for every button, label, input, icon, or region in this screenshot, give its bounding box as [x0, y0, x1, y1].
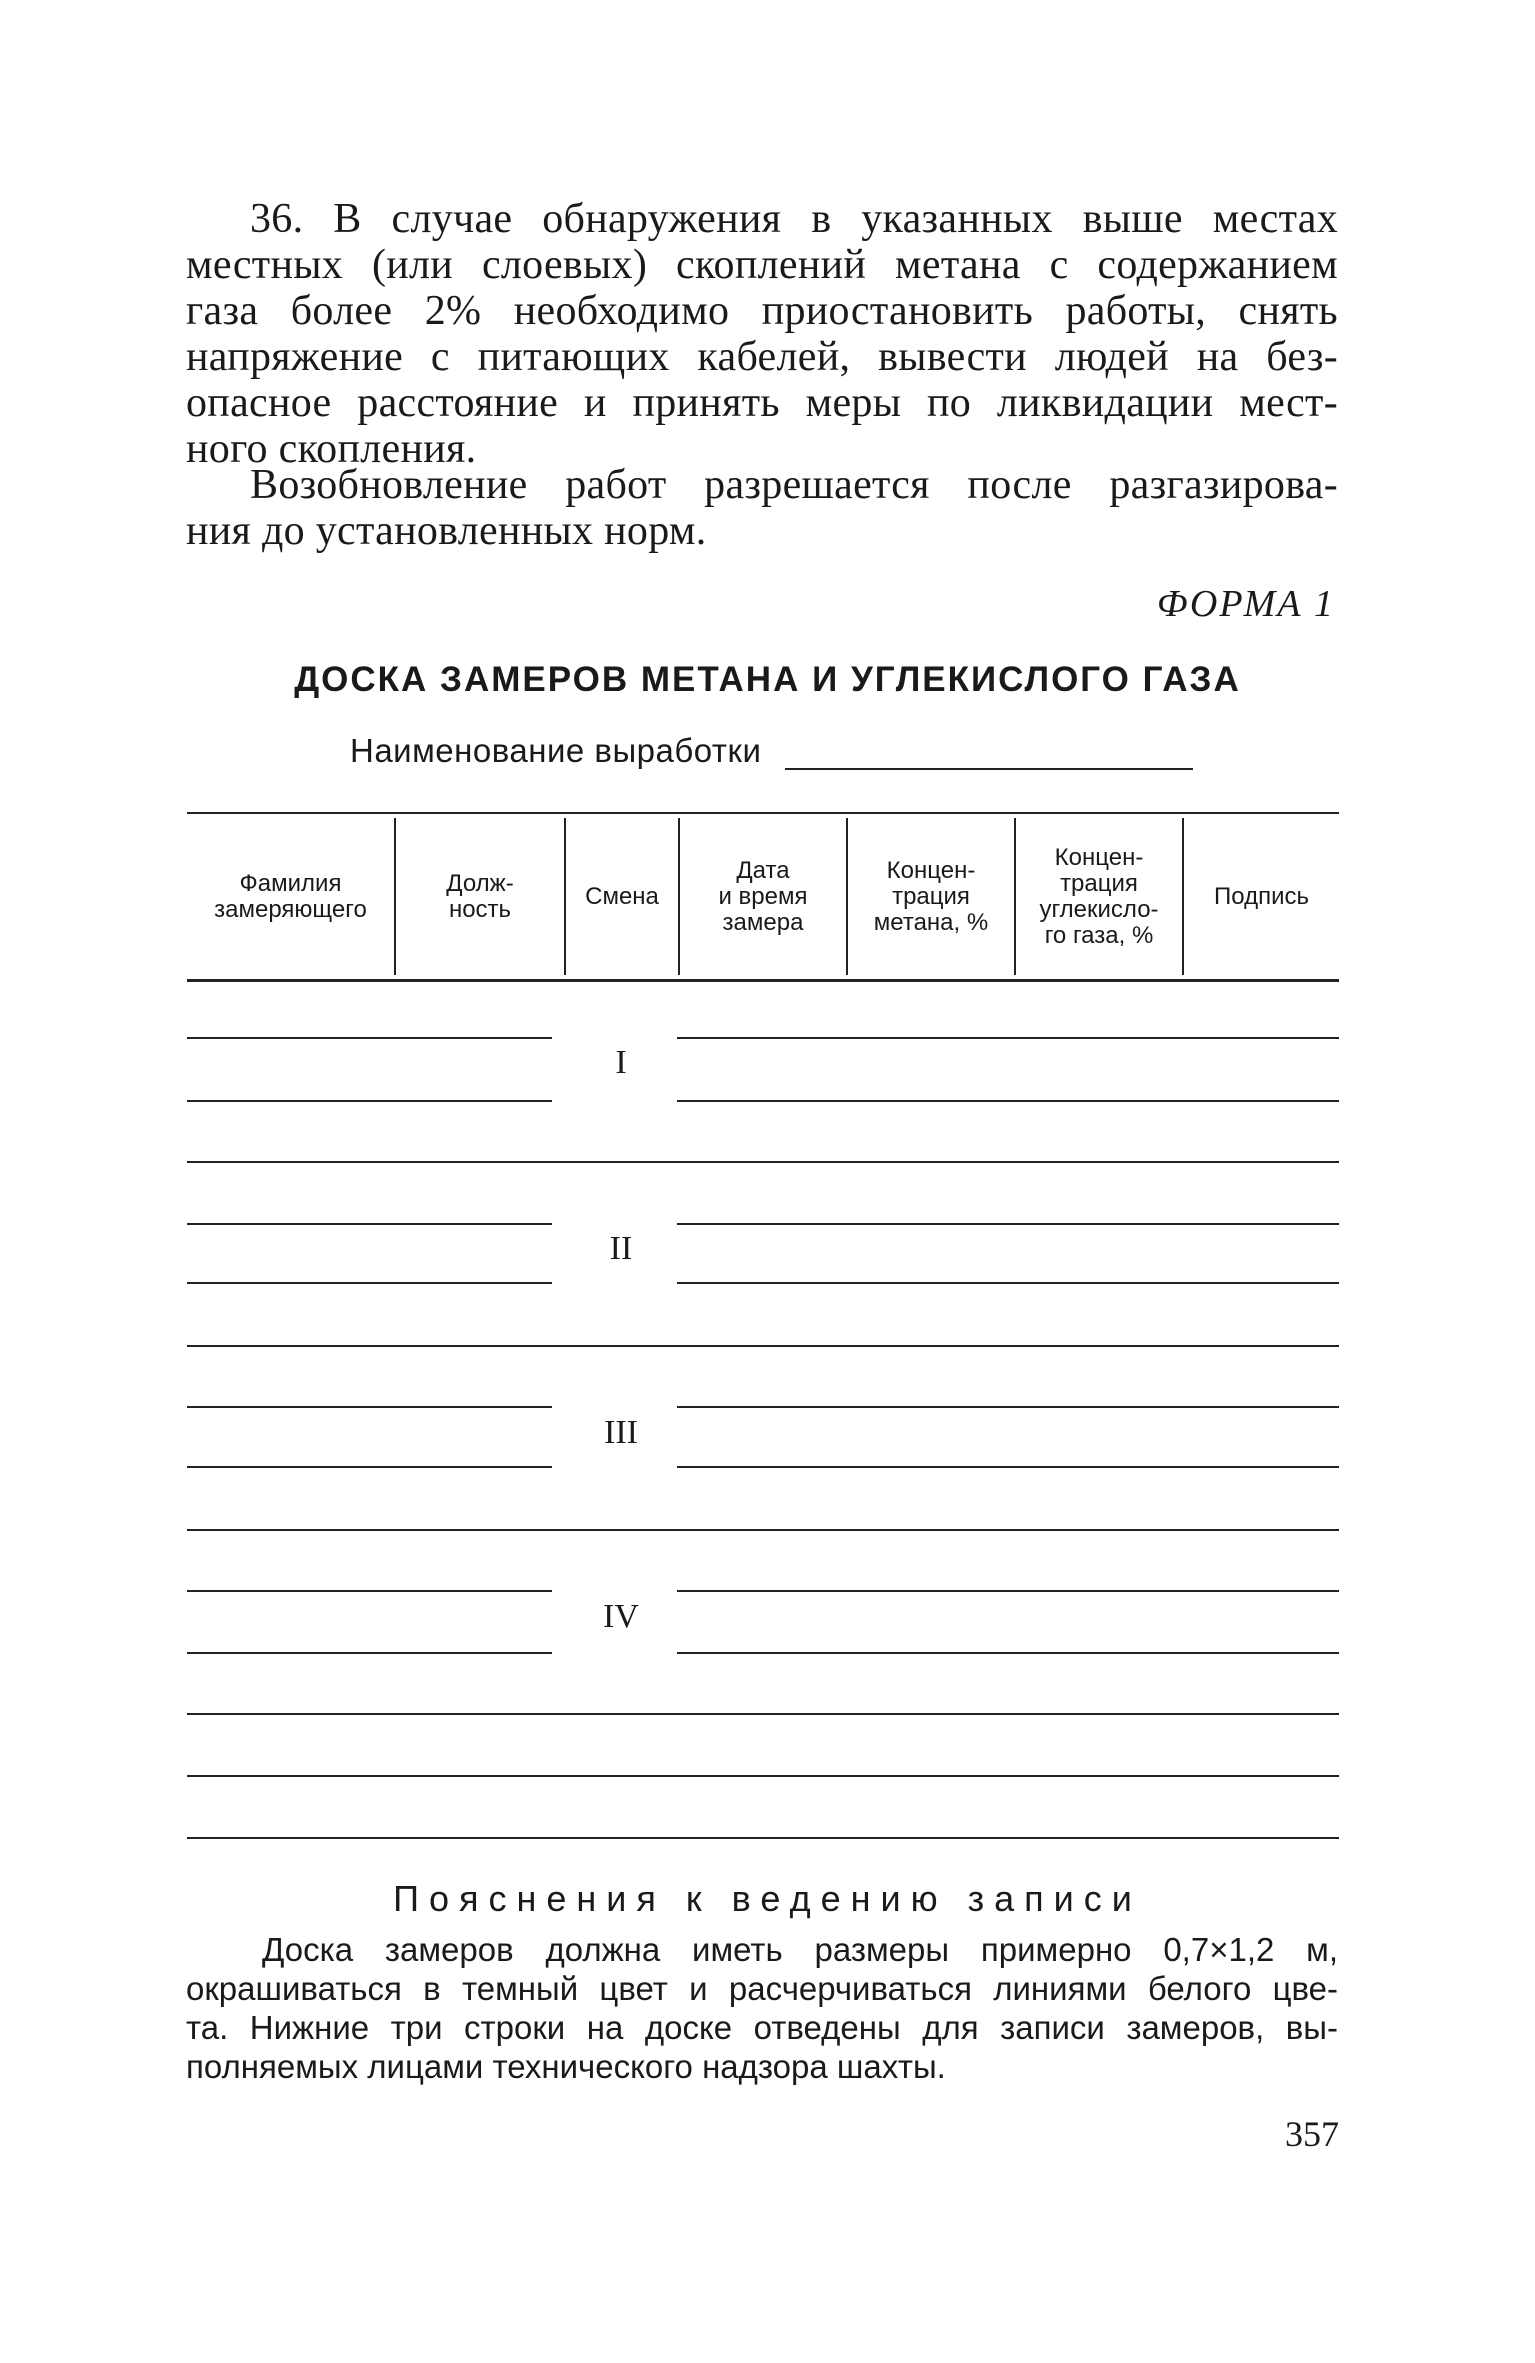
- entry-line: [187, 1223, 552, 1225]
- entry-line: [187, 1037, 552, 1039]
- entry-line: [187, 1100, 552, 1102]
- shift-label: III: [604, 1414, 638, 1451]
- shift-separator-line: [187, 1529, 1339, 1531]
- column-header-signature: Подпись: [1214, 882, 1309, 910]
- text-line: 36. В случае обнаружения в указанных выше местах: [250, 196, 1338, 242]
- text-line: Возобновление работ разрешается после разгазирова-: [250, 462, 1338, 508]
- supervision-row-line: [187, 1837, 1339, 1839]
- entry-line: [677, 1406, 1339, 1408]
- entry-line: [677, 1466, 1339, 1468]
- workings-name-label: Наименование выработки: [350, 732, 762, 769]
- entry-line: [677, 1223, 1339, 1225]
- shift-label: II: [609, 1230, 633, 1267]
- paragraph-36: [186, 196, 1338, 472]
- column-header-co2: Концен- трация углекисло- го газа, %: [1039, 843, 1159, 949]
- column-header-date-time: Дата и время замера: [718, 856, 808, 936]
- form-title: ДОСКА ЗАМЕРОВ МЕТАНА И УГЛЕКИСЛОГО ГАЗА: [294, 660, 1241, 699]
- shift-label: I: [615, 1044, 627, 1081]
- text-line: та. Нижние три строки на доске отведены для записи замеров, вы-: [186, 2009, 1338, 2046]
- entry-line: [187, 1466, 552, 1468]
- table-header: [187, 812, 1339, 982]
- notes-title: Пояснения к ведению записи: [393, 1878, 1142, 1919]
- text-line: окрашиваться в темный цвет и расчерчиваться линиями белого цве-: [186, 1970, 1338, 2007]
- shift-label: IV: [603, 1598, 639, 1635]
- paragraph-resume: [186, 462, 1338, 554]
- column-header-surname: Фамилия замеряющего: [214, 869, 367, 923]
- text-line: ния до установленных норм.: [186, 508, 707, 554]
- column-header-shift: Смена: [585, 882, 659, 910]
- text-line: газа более 2% необходимо приостановить работы, снять: [186, 288, 1338, 334]
- page-number: 357: [1285, 2114, 1339, 2154]
- text-line: полняемых лицами технического надзора шахты.: [186, 2048, 946, 2085]
- column-header-methane: Концен- трация метана, %: [873, 856, 989, 936]
- supervision-row-line: [187, 1713, 1339, 1715]
- entry-line: [677, 1652, 1339, 1654]
- column-header-position: Долж- ность: [446, 869, 514, 923]
- entry-line: [677, 1100, 1339, 1102]
- text-line: опасное расстояние и принять меры по ликвидации мест-: [186, 380, 1338, 426]
- entry-line: [187, 1652, 552, 1654]
- text-line: местных (или слоевых) скоплений метана с содержанием: [186, 242, 1338, 288]
- entry-line: [187, 1406, 552, 1408]
- supervision-row-line: [187, 1775, 1339, 1777]
- entry-line: [187, 1590, 552, 1592]
- entry-line: [677, 1037, 1339, 1039]
- form-label: ФОРМА 1: [1156, 583, 1335, 625]
- entry-line: [677, 1282, 1339, 1284]
- shift-separator-line: [187, 1345, 1339, 1347]
- workings-name-blank: [785, 768, 1193, 770]
- shift-separator-line: [187, 1161, 1339, 1163]
- entry-line: [677, 1590, 1339, 1592]
- text-line: ного скопления.: [186, 426, 477, 472]
- text-line: напряжение с питающих кабелей, вывести людей на без-: [186, 334, 1338, 380]
- notes-paragraph: [186, 1930, 1338, 2086]
- text-line: Доска замеров должна иметь размеры примерно 0,7×1,2 м,: [262, 1931, 1338, 1968]
- entry-line: [187, 1282, 552, 1284]
